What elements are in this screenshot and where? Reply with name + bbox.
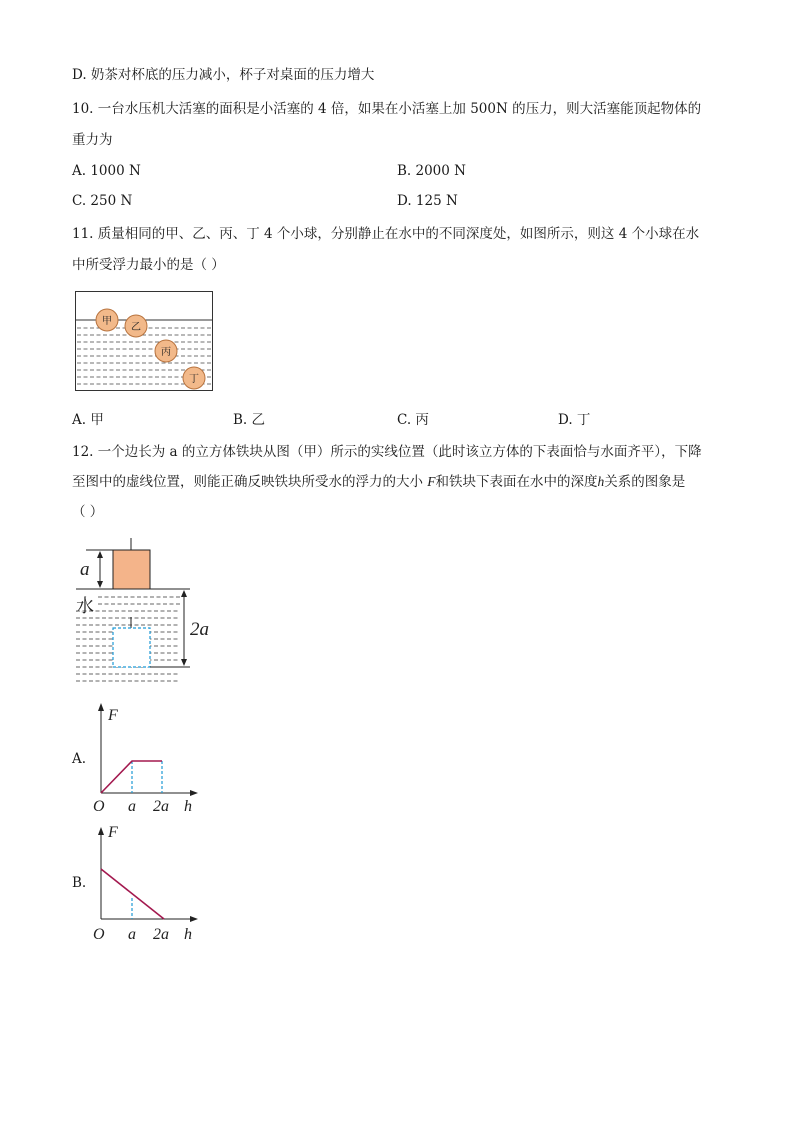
q12-graph-a-option: A. [72, 751, 87, 767]
q12-stem-line1: 12. 一个边长为 a 的立方体铁块从图（甲）所示的实线位置（此时该立方体的下表面恰与水面齐平），下降 [72, 444, 702, 460]
q11-stem-line1: 11. 质量相同的甲、乙、丙、丁 4 个小球，分别静止在水中的不同深度处，如图所示，则这 4 个小球在水 [72, 226, 700, 242]
q10-option-a: A. 1000 N [72, 163, 141, 179]
graph-b-x-label-2a: 2a [153, 926, 169, 943]
q11-figure [74, 290, 216, 398]
var-h: h [597, 474, 605, 489]
q11-ball-bing [155, 340, 177, 362]
ball-label-bing: 丙 [161, 347, 171, 358]
ball-label-ding: 丁 [189, 374, 199, 385]
graph-a-x-label-h: h [184, 798, 192, 815]
q12-stem-line3: （ ） [72, 504, 104, 520]
q12-graph-b-option: B. [72, 875, 87, 891]
q12-label-water: 水 [76, 596, 94, 616]
ball-label-jia: 甲 [102, 316, 112, 327]
graph-a-x-label-a: a [128, 798, 136, 815]
var-F: F [427, 474, 436, 489]
q12-cube [113, 550, 150, 589]
q11-option-d: D. 丁 [558, 412, 591, 428]
q11-option-b: B. 乙 [233, 412, 266, 428]
q11-option-c: C. 丙 [397, 412, 429, 428]
q9-option-d: D. 奶茶对杯底的压力减小，杯子对桌面的压力增大 [72, 67, 375, 83]
q12-label-2a: 2a [190, 619, 209, 640]
graph-a-y-label: F [108, 707, 118, 724]
q10-option-d: D. 125 N [397, 193, 458, 209]
q11-stem-line2: 中所受浮力最小的是（ ） [72, 257, 225, 273]
q10-option-c: C. 250 N [72, 193, 133, 209]
q12-cube-dashed [113, 628, 150, 667]
q12-label-a: a [80, 559, 90, 580]
q11-ball-yi [125, 315, 147, 337]
q12-stem-line2 [72, 473, 685, 491]
q12-stem-line2-c: 关系的图象是 [604, 474, 686, 490]
graph-b-curve [101, 869, 164, 919]
graph-b-y-label: F [108, 824, 118, 841]
graph-b-x-label-o: O [93, 926, 105, 943]
q10-option-b: B. 2000 N [397, 163, 466, 179]
q12-graph-b [90, 824, 210, 948]
graph-b-x-label-a: a [128, 926, 136, 943]
graph-b-x-label-h: h [184, 926, 192, 943]
q10-stem-line2: 重力为 [72, 132, 113, 148]
q11-ball-ding [183, 367, 205, 389]
graph-a-x-label-2a: 2a [153, 798, 169, 815]
q12-stem-line2-a: 至图中的虚线位置，则能正确反映铁块所受水的浮力的大小 [72, 474, 428, 490]
q12-figure [72, 535, 222, 694]
q12-stem-line2-b: 和铁块下表面在水中的深度 [435, 474, 598, 490]
q11-option-a: A. 甲 [72, 412, 104, 428]
graph-a-x-label-o: O [93, 798, 105, 815]
ball-label-yi: 乙 [131, 322, 141, 333]
q11-ball-jia [96, 309, 118, 331]
q10-stem-line1: 10. 一台水压机大活塞的面积是小活塞的 4 倍，如果在小活塞上加 500N 的压力，则大活塞能顶起物体的 [72, 101, 702, 117]
q12-graph-a [90, 700, 210, 822]
